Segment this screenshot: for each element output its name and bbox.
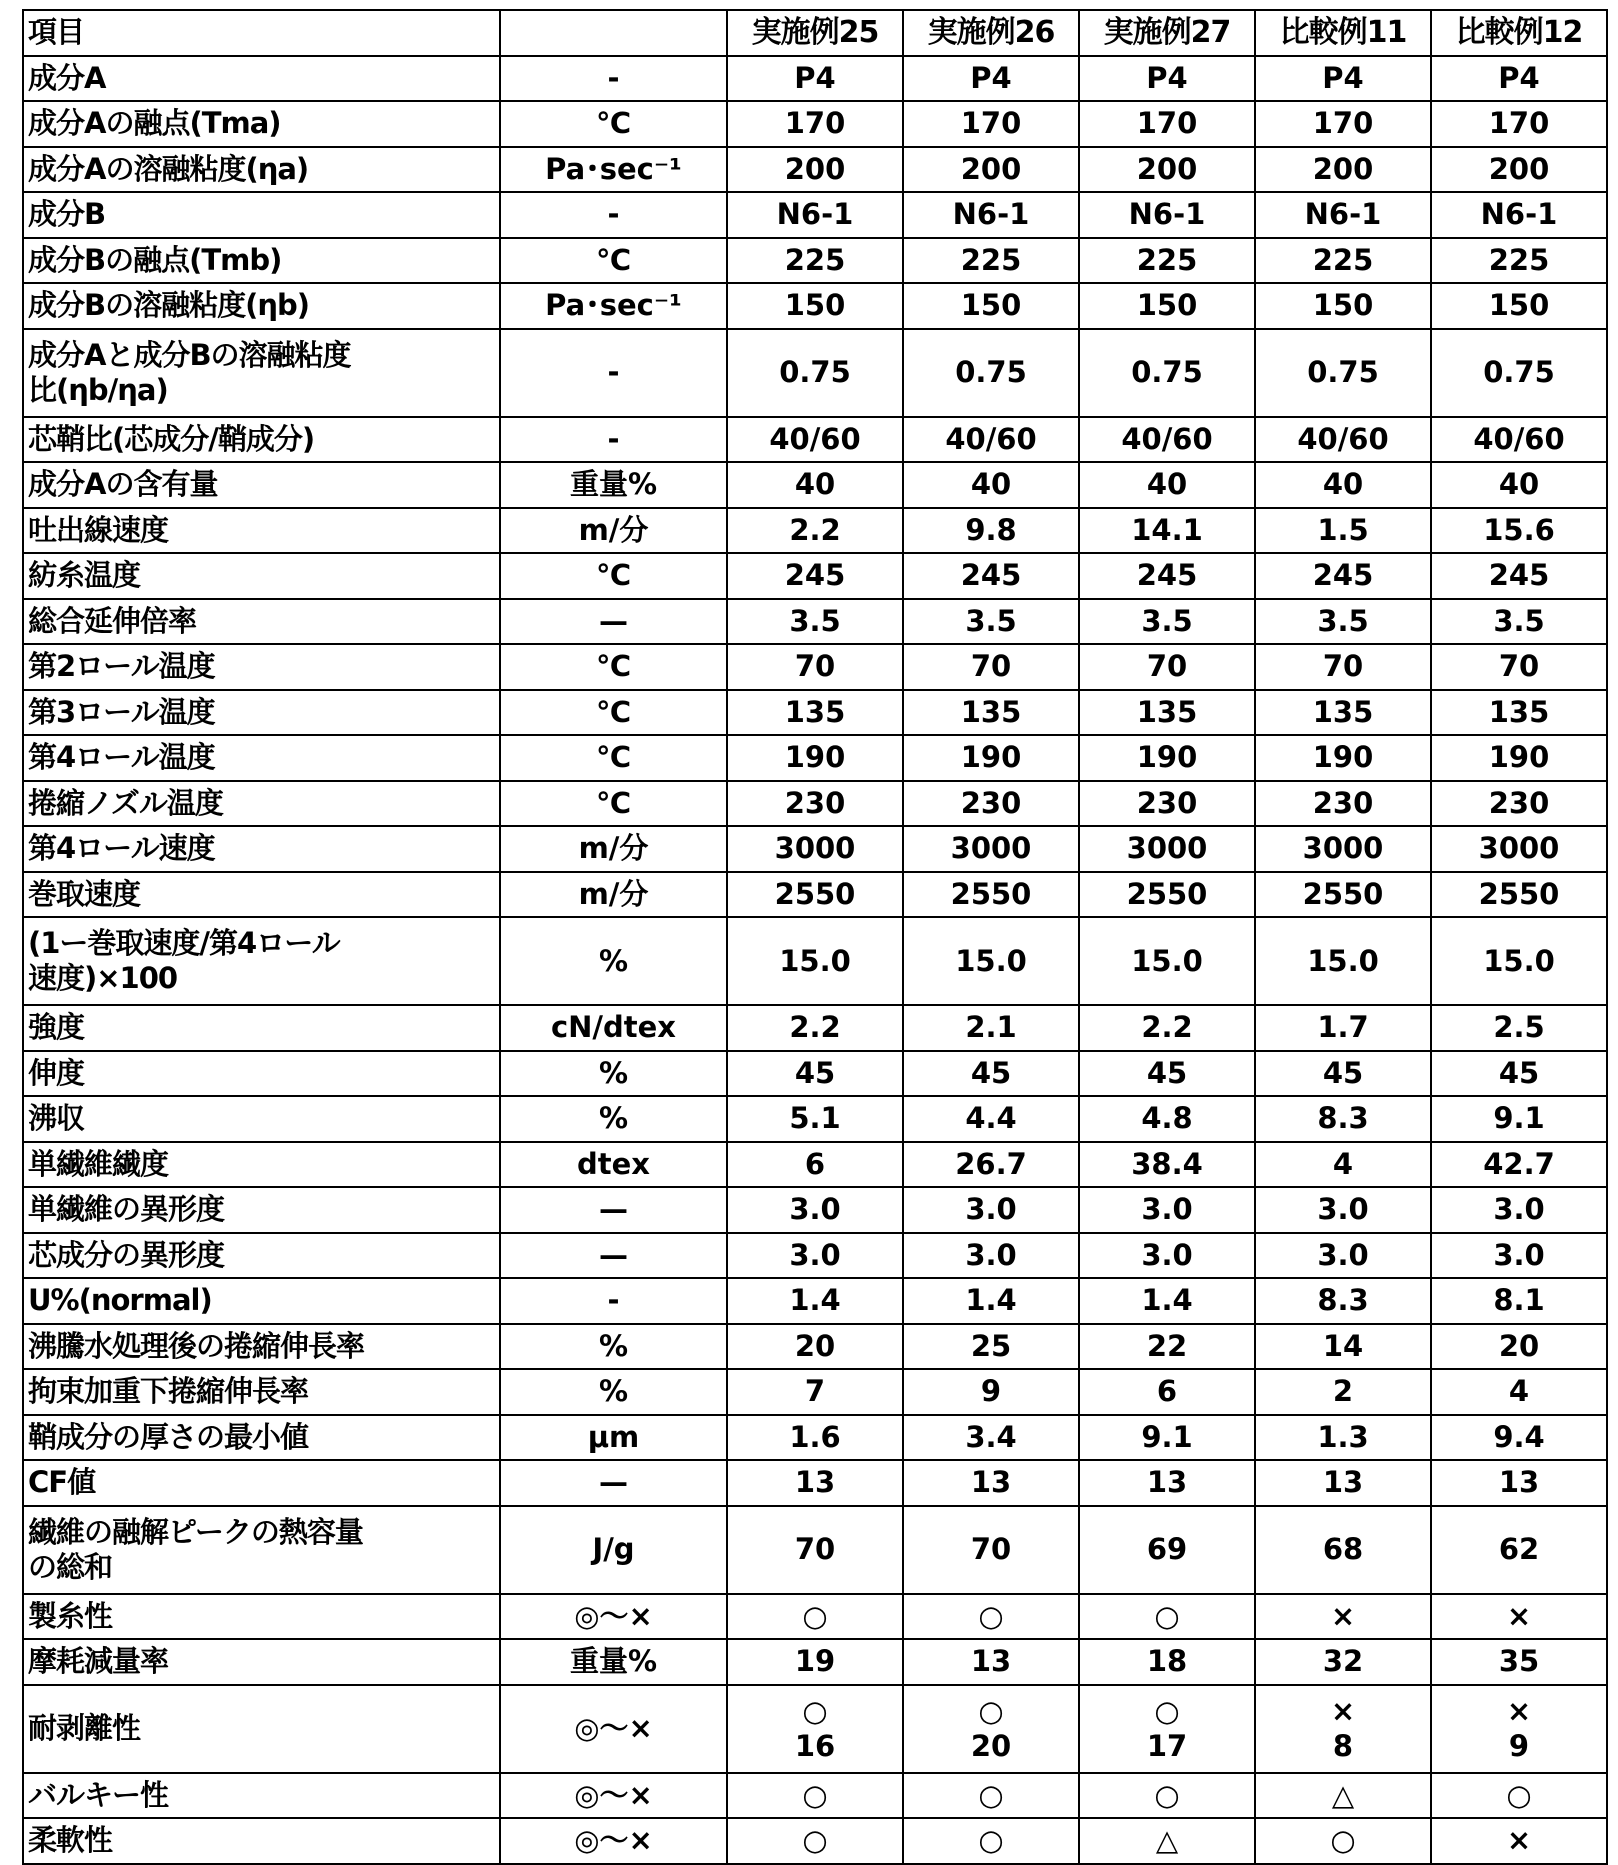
table-row bbox=[23, 1051, 1607, 1097]
table-row bbox=[23, 1773, 1607, 1819]
table-row bbox=[23, 1369, 1607, 1415]
row-unit: Pa･sec⁻¹ bbox=[500, 147, 727, 193]
row-label: 耐剥離性 bbox=[23, 1685, 500, 1773]
row-value: × bbox=[1431, 1818, 1607, 1864]
row-value: 40/60 bbox=[1431, 417, 1607, 463]
table-row bbox=[23, 192, 1607, 238]
table-row bbox=[23, 462, 1607, 508]
row-value: 70 bbox=[903, 1506, 1079, 1594]
row-value: 2.1 bbox=[903, 1005, 1079, 1051]
row-value: 170 bbox=[1431, 101, 1607, 147]
row-value: 190 bbox=[1079, 735, 1255, 781]
row-value: 170 bbox=[1255, 101, 1431, 147]
row-label: 成分A bbox=[23, 56, 500, 102]
results-table bbox=[22, 9, 1608, 1865]
row-value: 25 bbox=[903, 1324, 1079, 1370]
row-value: 230 bbox=[903, 781, 1079, 827]
row-value: 13 bbox=[727, 1460, 903, 1506]
row-value: 200 bbox=[727, 147, 903, 193]
row-label: 繊維の融解ピークの熱容量 の総和 bbox=[23, 1506, 500, 1594]
row-value: 1.6 bbox=[727, 1415, 903, 1461]
row-label: 沸騰水処理後の捲縮伸長率 bbox=[23, 1324, 500, 1370]
row-value: 5.1 bbox=[727, 1096, 903, 1142]
row-unit: ◎～× bbox=[500, 1594, 727, 1640]
row-value: 70 bbox=[1255, 644, 1431, 690]
header-column: 比較例11 bbox=[1255, 10, 1431, 56]
row-value: 1.7 bbox=[1255, 1005, 1431, 1051]
row-value: 14 bbox=[1255, 1324, 1431, 1370]
row-value: 225 bbox=[1079, 238, 1255, 284]
row-value: 45 bbox=[1079, 1051, 1255, 1097]
row-label: 鞘成分の厚さの最小値 bbox=[23, 1415, 500, 1461]
table-row bbox=[23, 735, 1607, 781]
table-row bbox=[23, 56, 1607, 102]
row-unit: ◎～× bbox=[500, 1685, 727, 1773]
row-value: 230 bbox=[1431, 781, 1607, 827]
row-unit: m/分 bbox=[500, 872, 727, 918]
row-value: 45 bbox=[1255, 1051, 1431, 1097]
row-value: 245 bbox=[727, 553, 903, 599]
row-value: ○ 17 bbox=[1079, 1685, 1255, 1773]
row-value: P4 bbox=[727, 56, 903, 102]
row-unit: — bbox=[500, 1460, 727, 1506]
row-unit: - bbox=[500, 1278, 727, 1324]
table-row bbox=[23, 283, 1607, 329]
row-label: 単繊維の異形度 bbox=[23, 1187, 500, 1233]
row-value: 190 bbox=[1255, 735, 1431, 781]
row-value: 68 bbox=[1255, 1506, 1431, 1594]
table-row bbox=[23, 1506, 1607, 1594]
row-value: ○ bbox=[1079, 1594, 1255, 1640]
table-row bbox=[23, 1096, 1607, 1142]
row-unit: % bbox=[500, 1096, 727, 1142]
row-value: × bbox=[1255, 1594, 1431, 1640]
row-value: ○ bbox=[727, 1818, 903, 1864]
row-unit: dtex bbox=[500, 1142, 727, 1188]
row-label: 成分B bbox=[23, 192, 500, 238]
row-value: P4 bbox=[1431, 56, 1607, 102]
row-value: N6-1 bbox=[727, 192, 903, 238]
table-body bbox=[23, 10, 1607, 1864]
row-label: 第3ロール温度 bbox=[23, 690, 500, 736]
row-value: 150 bbox=[903, 283, 1079, 329]
row-value: 9.1 bbox=[1431, 1096, 1607, 1142]
row-value: N6-1 bbox=[1079, 192, 1255, 238]
row-unit: μm bbox=[500, 1415, 727, 1461]
header-column: 比較例12 bbox=[1431, 10, 1607, 56]
row-value: 3.0 bbox=[903, 1187, 1079, 1233]
row-value: 9 bbox=[903, 1369, 1079, 1415]
row-value: 15.0 bbox=[1079, 917, 1255, 1005]
row-label: 芯鞘比(芯成分/鞘成分) bbox=[23, 417, 500, 463]
table-row bbox=[23, 872, 1607, 918]
row-value: 1.4 bbox=[903, 1278, 1079, 1324]
row-unit: % bbox=[500, 1369, 727, 1415]
row-value: 40 bbox=[727, 462, 903, 508]
row-value: 200 bbox=[1431, 147, 1607, 193]
header-unit bbox=[500, 10, 727, 56]
row-unit: — bbox=[500, 1233, 727, 1279]
row-value: 22 bbox=[1079, 1324, 1255, 1370]
row-value: 170 bbox=[727, 101, 903, 147]
table-row bbox=[23, 1639, 1607, 1685]
header-column: 実施例27 bbox=[1079, 10, 1255, 56]
row-value: 40 bbox=[1255, 462, 1431, 508]
row-unit: ℃ bbox=[500, 101, 727, 147]
row-value: 3000 bbox=[1255, 826, 1431, 872]
row-label: 拘束加重下捲縮伸長率 bbox=[23, 1369, 500, 1415]
row-value: 135 bbox=[1431, 690, 1607, 736]
row-value: 225 bbox=[1255, 238, 1431, 284]
row-value: 3.0 bbox=[1079, 1187, 1255, 1233]
row-value: 13 bbox=[1079, 1460, 1255, 1506]
table-row bbox=[23, 1415, 1607, 1461]
row-label: 紡糸温度 bbox=[23, 553, 500, 599]
row-value: 245 bbox=[903, 553, 1079, 599]
row-unit: ℃ bbox=[500, 238, 727, 284]
row-value: 40/60 bbox=[727, 417, 903, 463]
table-row bbox=[23, 826, 1607, 872]
row-label: バルキー性 bbox=[23, 1773, 500, 1819]
row-value: 230 bbox=[727, 781, 903, 827]
row-value: ○ 16 bbox=[727, 1685, 903, 1773]
row-unit: ℃ bbox=[500, 781, 727, 827]
row-label: 柔軟性 bbox=[23, 1818, 500, 1864]
row-label: 吐出線速度 bbox=[23, 508, 500, 554]
row-value: ○ bbox=[1079, 1773, 1255, 1819]
row-label: CF値 bbox=[23, 1460, 500, 1506]
row-value: 14.1 bbox=[1079, 508, 1255, 554]
row-value: 40 bbox=[903, 462, 1079, 508]
row-value: 35 bbox=[1431, 1639, 1607, 1685]
row-value: 170 bbox=[1079, 101, 1255, 147]
row-value: N6-1 bbox=[1255, 192, 1431, 238]
row-value: 1.3 bbox=[1255, 1415, 1431, 1461]
row-value: 4.4 bbox=[903, 1096, 1079, 1142]
row-value: 0.75 bbox=[727, 329, 903, 417]
row-unit: ℃ bbox=[500, 690, 727, 736]
row-value: 3.0 bbox=[727, 1187, 903, 1233]
row-value: 2550 bbox=[903, 872, 1079, 918]
row-value: 69 bbox=[1079, 1506, 1255, 1594]
table-row bbox=[23, 644, 1607, 690]
row-unit: — bbox=[500, 599, 727, 645]
row-value: 2550 bbox=[1079, 872, 1255, 918]
row-value: 7 bbox=[727, 1369, 903, 1415]
row-value: 6 bbox=[1079, 1369, 1255, 1415]
row-value: 3.0 bbox=[1079, 1233, 1255, 1279]
row-value: ○ bbox=[903, 1818, 1079, 1864]
row-value: 13 bbox=[1255, 1460, 1431, 1506]
row-value: 18 bbox=[1079, 1639, 1255, 1685]
row-value: 135 bbox=[1079, 690, 1255, 736]
table-row bbox=[23, 508, 1607, 554]
table-row bbox=[23, 1233, 1607, 1279]
row-value: 4.8 bbox=[1079, 1096, 1255, 1142]
row-value: × 9 bbox=[1431, 1685, 1607, 1773]
table-row bbox=[23, 1187, 1607, 1233]
table-row bbox=[23, 553, 1607, 599]
row-value: 1.4 bbox=[1079, 1278, 1255, 1324]
row-value: 20 bbox=[727, 1324, 903, 1370]
row-value: ○ bbox=[903, 1594, 1079, 1640]
row-value: 40/60 bbox=[1079, 417, 1255, 463]
row-value: 225 bbox=[903, 238, 1079, 284]
row-value: N6-1 bbox=[903, 192, 1079, 238]
row-value: 200 bbox=[1255, 147, 1431, 193]
row-value: ○ bbox=[903, 1773, 1079, 1819]
row-value: 135 bbox=[727, 690, 903, 736]
row-value: 3.0 bbox=[903, 1233, 1079, 1279]
row-label: 単繊維繊度 bbox=[23, 1142, 500, 1188]
row-label: 摩耗減量率 bbox=[23, 1639, 500, 1685]
row-value: 3000 bbox=[1079, 826, 1255, 872]
row-unit: - bbox=[500, 417, 727, 463]
row-unit: ◎～× bbox=[500, 1818, 727, 1864]
row-unit: % bbox=[500, 917, 727, 1005]
row-value: ○ bbox=[1255, 1818, 1431, 1864]
row-value: ○ bbox=[727, 1594, 903, 1640]
table-row bbox=[23, 917, 1607, 1005]
table-row bbox=[23, 690, 1607, 736]
row-label: 総合延伸倍率 bbox=[23, 599, 500, 645]
row-value: 70 bbox=[903, 644, 1079, 690]
row-value: △ bbox=[1079, 1818, 1255, 1864]
table-row bbox=[23, 599, 1607, 645]
row-value: 8.3 bbox=[1255, 1278, 1431, 1324]
row-value: 3.0 bbox=[1431, 1187, 1607, 1233]
row-value: 13 bbox=[903, 1639, 1079, 1685]
row-unit: ℃ bbox=[500, 644, 727, 690]
row-value: 150 bbox=[727, 283, 903, 329]
row-value: N6-1 bbox=[1431, 192, 1607, 238]
row-value: △ bbox=[1255, 1773, 1431, 1819]
row-value: 3000 bbox=[727, 826, 903, 872]
row-label: 成分Aの融点(Tma) bbox=[23, 101, 500, 147]
row-value: 2550 bbox=[1431, 872, 1607, 918]
row-value: 150 bbox=[1431, 283, 1607, 329]
row-value: 40 bbox=[1431, 462, 1607, 508]
row-unit: - bbox=[500, 56, 727, 102]
row-value: 3.0 bbox=[1255, 1233, 1431, 1279]
row-unit: Pa･sec⁻¹ bbox=[500, 283, 727, 329]
row-value: 15.0 bbox=[1255, 917, 1431, 1005]
row-value: 15.0 bbox=[1431, 917, 1607, 1005]
row-value: 200 bbox=[1079, 147, 1255, 193]
row-value: 135 bbox=[1255, 690, 1431, 736]
row-value: 0.75 bbox=[1431, 329, 1607, 417]
row-unit: % bbox=[500, 1324, 727, 1370]
row-value: 200 bbox=[903, 147, 1079, 193]
row-label: 製糸性 bbox=[23, 1594, 500, 1640]
row-value: 245 bbox=[1255, 553, 1431, 599]
row-value: P4 bbox=[903, 56, 1079, 102]
row-value: 225 bbox=[727, 238, 903, 284]
row-value: 6 bbox=[727, 1142, 903, 1188]
row-value: 190 bbox=[1431, 735, 1607, 781]
row-unit: - bbox=[500, 192, 727, 238]
row-label: 強度 bbox=[23, 1005, 500, 1051]
row-value: 245 bbox=[1079, 553, 1255, 599]
row-value: 3000 bbox=[1431, 826, 1607, 872]
row-value: × bbox=[1431, 1594, 1607, 1640]
row-label: 第4ロール速度 bbox=[23, 826, 500, 872]
table-row bbox=[23, 147, 1607, 193]
row-value: 190 bbox=[727, 735, 903, 781]
row-unit: % bbox=[500, 1051, 727, 1097]
row-unit: — bbox=[500, 1187, 727, 1233]
header-row bbox=[23, 10, 1607, 56]
row-value: 70 bbox=[1431, 644, 1607, 690]
row-label: 沸収 bbox=[23, 1096, 500, 1142]
table-row bbox=[23, 1685, 1607, 1773]
row-label: 芯成分の異形度 bbox=[23, 1233, 500, 1279]
table-row bbox=[23, 329, 1607, 417]
row-value: 3.0 bbox=[1431, 1233, 1607, 1279]
row-value: P4 bbox=[1255, 56, 1431, 102]
table-row bbox=[23, 238, 1607, 284]
row-value: 42.7 bbox=[1431, 1142, 1607, 1188]
row-value: 1.5 bbox=[1255, 508, 1431, 554]
row-value: 2.5 bbox=[1431, 1005, 1607, 1051]
row-value: 135 bbox=[903, 690, 1079, 736]
row-unit: m/分 bbox=[500, 508, 727, 554]
row-value: 13 bbox=[1431, 1460, 1607, 1506]
table-row bbox=[23, 1278, 1607, 1324]
header-item: 項目 bbox=[23, 10, 500, 56]
row-label: 成分Aの溶融粘度(ηa) bbox=[23, 147, 500, 193]
table-row bbox=[23, 417, 1607, 463]
row-value: 19 bbox=[727, 1639, 903, 1685]
row-value: 2550 bbox=[1255, 872, 1431, 918]
row-value: 32 bbox=[1255, 1639, 1431, 1685]
table-row bbox=[23, 1005, 1607, 1051]
row-value: 225 bbox=[1431, 238, 1607, 284]
table-row bbox=[23, 101, 1607, 147]
row-unit: ℃ bbox=[500, 553, 727, 599]
row-value: 3.5 bbox=[1255, 599, 1431, 645]
row-unit: cN/dtex bbox=[500, 1005, 727, 1051]
row-unit: ℃ bbox=[500, 735, 727, 781]
row-value: 2.2 bbox=[1079, 1005, 1255, 1051]
row-unit: J/g bbox=[500, 1506, 727, 1594]
row-label: 第2ロール温度 bbox=[23, 644, 500, 690]
row-value: 3000 bbox=[903, 826, 1079, 872]
row-value: 26.7 bbox=[903, 1142, 1079, 1188]
table-row bbox=[23, 1324, 1607, 1370]
table-row bbox=[23, 1142, 1607, 1188]
row-value: 38.4 bbox=[1079, 1142, 1255, 1188]
row-label: 成分Bの融点(Tmb) bbox=[23, 238, 500, 284]
row-value: 45 bbox=[727, 1051, 903, 1097]
row-value: 9.4 bbox=[1431, 1415, 1607, 1461]
row-value: 45 bbox=[1431, 1051, 1607, 1097]
row-value: 9.1 bbox=[1079, 1415, 1255, 1461]
row-value: 9.8 bbox=[903, 508, 1079, 554]
row-value: 45 bbox=[903, 1051, 1079, 1097]
row-value: 0.75 bbox=[1079, 329, 1255, 417]
row-value: 15.6 bbox=[1431, 508, 1607, 554]
row-unit: 重量% bbox=[500, 1639, 727, 1685]
row-unit: ◎～× bbox=[500, 1773, 727, 1819]
row-value: 2.2 bbox=[727, 1005, 903, 1051]
row-value: × 8 bbox=[1255, 1685, 1431, 1773]
row-unit: m/分 bbox=[500, 826, 727, 872]
row-label: 成分Aの含有量 bbox=[23, 462, 500, 508]
table-row bbox=[23, 1594, 1607, 1640]
row-value: 1.4 bbox=[727, 1278, 903, 1324]
row-value: 2550 bbox=[727, 872, 903, 918]
row-label: U%(normal) bbox=[23, 1278, 500, 1324]
row-value: 190 bbox=[903, 735, 1079, 781]
row-label: 巻取速度 bbox=[23, 872, 500, 918]
row-value: 3.5 bbox=[903, 599, 1079, 645]
row-value: 3.4 bbox=[903, 1415, 1079, 1461]
row-value: ○ bbox=[1431, 1773, 1607, 1819]
row-value: 40/60 bbox=[1255, 417, 1431, 463]
row-label: 成分Aと成分Bの溶融粘度 比(ηb/ηa) bbox=[23, 329, 500, 417]
row-label: 捲縮ノズル温度 bbox=[23, 781, 500, 827]
row-value: 70 bbox=[1079, 644, 1255, 690]
row-value: 150 bbox=[1255, 283, 1431, 329]
row-value: ○ 20 bbox=[903, 1685, 1079, 1773]
table-row bbox=[23, 1460, 1607, 1506]
row-value: 15.0 bbox=[903, 917, 1079, 1005]
row-value: 0.75 bbox=[1255, 329, 1431, 417]
row-value: 0.75 bbox=[903, 329, 1079, 417]
row-value: 15.0 bbox=[727, 917, 903, 1005]
row-unit: - bbox=[500, 329, 727, 417]
row-value: 2 bbox=[1255, 1369, 1431, 1415]
row-value: 150 bbox=[1079, 283, 1255, 329]
row-value: 3.5 bbox=[1079, 599, 1255, 645]
header-column: 実施例25 bbox=[727, 10, 903, 56]
row-value: 3.5 bbox=[727, 599, 903, 645]
row-value: 8.1 bbox=[1431, 1278, 1607, 1324]
row-value: 20 bbox=[1431, 1324, 1607, 1370]
row-value: 230 bbox=[1255, 781, 1431, 827]
row-value: 3.0 bbox=[1255, 1187, 1431, 1233]
row-label: 伸度 bbox=[23, 1051, 500, 1097]
row-value: 8.3 bbox=[1255, 1096, 1431, 1142]
row-value: 62 bbox=[1431, 1506, 1607, 1594]
row-label: 第4ロール温度 bbox=[23, 735, 500, 781]
row-value: 40/60 bbox=[903, 417, 1079, 463]
row-value: 170 bbox=[903, 101, 1079, 147]
row-value: 245 bbox=[1431, 553, 1607, 599]
header-column: 実施例26 bbox=[903, 10, 1079, 56]
row-value: 2.2 bbox=[727, 508, 903, 554]
row-value: 4 bbox=[1431, 1369, 1607, 1415]
row-value: 230 bbox=[1079, 781, 1255, 827]
row-value: 3.5 bbox=[1431, 599, 1607, 645]
row-value: 4 bbox=[1255, 1142, 1431, 1188]
row-value: 3.0 bbox=[727, 1233, 903, 1279]
row-value: 70 bbox=[727, 644, 903, 690]
row-label: 成分Bの溶融粘度(ηb) bbox=[23, 283, 500, 329]
row-value: 13 bbox=[903, 1460, 1079, 1506]
row-value: 70 bbox=[727, 1506, 903, 1594]
row-label: (1ー巻取速度/第4ロール 速度)×100 bbox=[23, 917, 500, 1005]
row-value: ○ bbox=[727, 1773, 903, 1819]
table-row bbox=[23, 781, 1607, 827]
row-value: P4 bbox=[1079, 56, 1255, 102]
table-row bbox=[23, 1818, 1607, 1864]
row-value: 40 bbox=[1079, 462, 1255, 508]
row-unit: 重量% bbox=[500, 462, 727, 508]
